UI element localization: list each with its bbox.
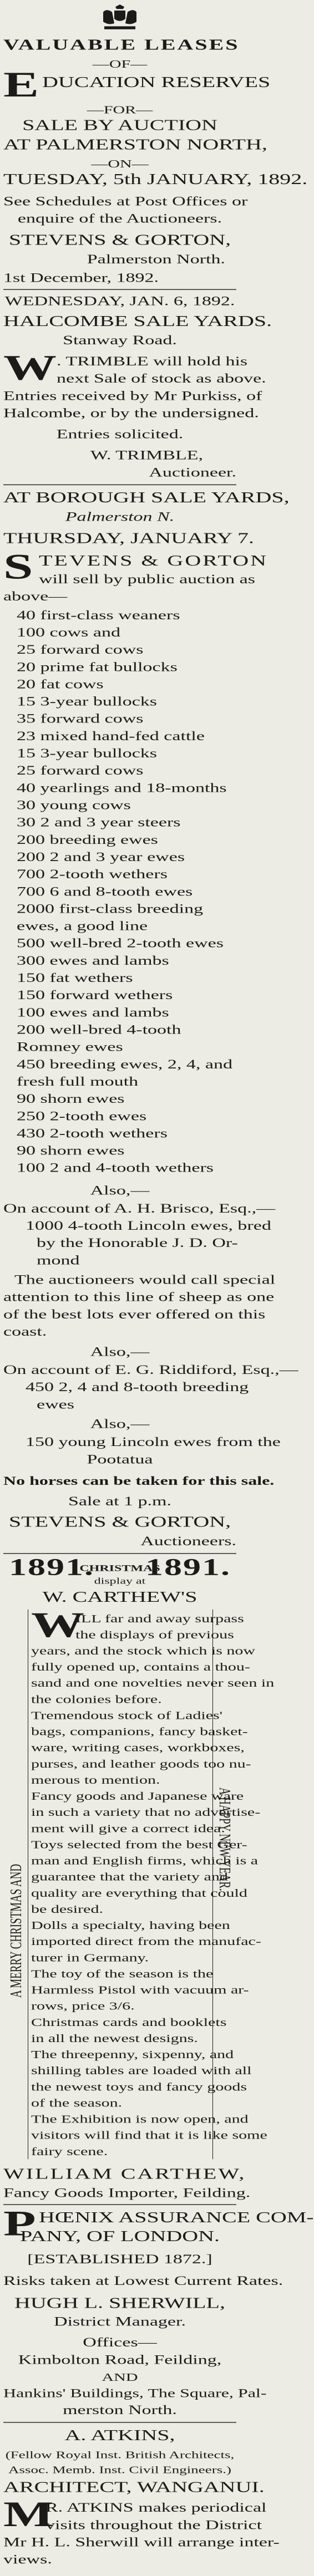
body-line: The threepenny, sixpenny, and — [31, 2048, 234, 2061]
body-line: The auctioneers would call special — [14, 1272, 276, 1287]
ad-title: PANY, OF LONDON. — [19, 2227, 220, 2244]
body-line: ware, writing cases, workboxes, — [31, 1742, 245, 1754]
body-line: Harmless Pistol with vacuum ar- — [31, 1983, 249, 1997]
stock-item: 300 ewes and lambs — [17, 954, 169, 968]
auctioneer-name: STEVENS & GORTON, — [8, 231, 231, 248]
body-line: quality are everything that could — [31, 1887, 247, 1900]
body-line: fairy scene. — [31, 2145, 108, 2158]
drop-cap-e: E — [3, 64, 39, 105]
body-line: in such a variety that no advertise- — [31, 1806, 261, 1819]
notice-line: No horses can be taken for this sale. — [3, 1474, 275, 1488]
stock-item: 20 fat cows — [17, 677, 104, 691]
ad-title: AT BOROUGH SALE YARDS, — [3, 488, 290, 506]
stock-item: 150 forward wethers — [17, 988, 173, 1002]
body-line: coast. — [3, 1325, 47, 1339]
account-line: by the Honorable J. D. Or- — [37, 1236, 238, 1250]
body-line: of the season. — [31, 2096, 123, 2110]
body-line: ILL far and away surpass — [75, 1612, 244, 1625]
body-line: sand and one novelties never seen in — [31, 1677, 275, 1689]
account-line: ewes — [37, 1397, 74, 1412]
body-line: merous to mention. — [31, 1774, 160, 1786]
stock-item: 40 first-class weaners — [17, 608, 180, 623]
body-line: man and English firms, which is a — [31, 1854, 259, 1867]
ad-title: VALUABLE LEASES — [3, 36, 240, 53]
body-line: Fancy goods and Japanese ware — [31, 1790, 244, 1803]
manager-role: District Manager. — [54, 2314, 186, 2329]
body-line: in all the newest designs. — [31, 2032, 198, 2045]
stock-item: 100 cows and — [17, 625, 120, 640]
body-line: the displays of previous — [75, 1628, 234, 1641]
stock-item: 90 shorn ewes — [17, 1092, 125, 1106]
stock-item: 25 forward cows — [17, 763, 144, 778]
body-line: Halcombe, or by the undersigned. — [3, 406, 259, 420]
body-line: The Exhibition is now open, and — [31, 2112, 249, 2126]
signature: W. TRIMBLE, — [90, 448, 203, 462]
address-line: Hankins' Buildings, The Square, Pal- — [3, 2386, 267, 2400]
sale-date: THURSDAY, JANUARY 7. — [3, 529, 254, 547]
schedule-line: See Schedules at Post Offices or — [3, 194, 248, 208]
established-line: [ESTABLISHED 1872.] — [27, 2252, 212, 2267]
body-line: fully opened up, contains a thou- — [31, 1661, 250, 1673]
body-line: years, and the stock which is now — [31, 1645, 256, 1657]
stock-item: 250 2-tooth ewes — [17, 1109, 147, 1123]
connector-word: AND — [102, 2371, 138, 2384]
signature-title: Auctioneer. — [149, 465, 236, 480]
connector-word: —FOR— — [87, 103, 153, 116]
year-left: 1891. — [9, 1553, 94, 1580]
body-line: Mr H. L. Sherwill will arrange inter- — [3, 2535, 280, 2549]
stock-item: 30 young cows — [17, 798, 131, 812]
body-line: Dolls a specialty, having been — [31, 1919, 230, 1932]
auctioneer-name: TEVENS & GORTON — [39, 552, 268, 569]
notice-line: Entries solicited. — [56, 427, 184, 441]
body-line: the colonies before. — [31, 1693, 162, 1706]
also-line: Also,— — [90, 1417, 150, 1432]
body-line: guarantee that the variety and — [31, 1871, 228, 1883]
drop-cap-m: M — [3, 2493, 54, 2534]
also-line: Also,— — [90, 1183, 150, 1198]
stock-item: 100 ewes and lambs — [17, 1005, 169, 1020]
architect-role: ARCHITECT, WANGANUI. — [3, 2478, 265, 2496]
body-line: views. — [3, 2553, 52, 2567]
qualifications: (Fellow Royal Inst. British Architects, — [5, 2449, 235, 2461]
body-line: purses, and leather goods too nu- — [31, 1758, 251, 1770]
body-line: Toys selected from the best Ger- — [31, 1838, 247, 1851]
stock-item: 200 well-bred 4-tooth Romney ewes — [17, 1022, 181, 1055]
stock-item: 700 2-tooth wethers — [17, 867, 168, 882]
sale-date: TUESDAY, 5th JANUARY, 1892. — [3, 170, 308, 187]
account-line: 450 2, 4 and 8-tooth breeding — [26, 1380, 249, 1394]
body-line: visits throughout the District — [45, 2518, 262, 2532]
account-line: On account of E. G. Riddiford, Esq.,— — [3, 1363, 298, 1377]
year-right: 1891. — [145, 1553, 231, 1580]
stock-item: 15 3-year bullocks — [17, 746, 158, 761]
christmas-label: CHRISTMAS — [79, 1564, 160, 1574]
stock-item: 40 yearlings and 18-months — [17, 781, 227, 795]
body-line: Entries received by Mr Purkiss, of — [3, 389, 262, 403]
ad-date: 1st December, 1892. — [3, 271, 159, 286]
ad-subtitle: Palmerston N. — [65, 510, 175, 524]
intro-line: above— — [3, 589, 68, 604]
signature: WILLIAM CARTHEW, — [3, 2165, 246, 2182]
stock-item: 450 breeding ewes, 2, 4, and fresh full mouth — [17, 1057, 233, 1089]
body-line: the newest toys and fancy goods — [31, 2080, 247, 2094]
body-line: shilling tables are loaded with all — [31, 2064, 252, 2077]
body-line: of the best lots ever offered on this — [3, 1307, 266, 1322]
stock-item: 430 2-tooth wethers — [17, 1126, 168, 1141]
body-line: next Sale of stock as above. — [57, 371, 266, 386]
sale-line: SALE BY AUCTION — [22, 116, 217, 134]
connector-word: —OF— — [92, 58, 148, 70]
account-line: On account of A. H. Brisco, Esq.,— — [3, 1202, 276, 1216]
body-line: Christmas cards and booklets — [31, 2016, 227, 2029]
address-line: merston North. — [63, 2403, 177, 2417]
body-line: be desired. — [31, 1903, 103, 1916]
body-line: Tremendous stock of Ladies' — [31, 1709, 223, 1722]
stock-item: 30 2 and 3 year steers — [17, 816, 181, 830]
sale-time: Sale at 1 p.m. — [68, 1494, 172, 1509]
display-label: display at — [94, 1576, 146, 1586]
drop-cap-p: P — [3, 2203, 36, 2243]
auctioneer-location: Palmerston North. — [87, 252, 225, 267]
intro-line: will sell by public auction as — [39, 572, 255, 587]
signature-title: Auctioneers. — [140, 1534, 236, 1549]
body-line: visitors will find that it is like some — [31, 2129, 267, 2142]
royal-crest-icon — [99, 4, 141, 32]
stock-item: 15 3-year bullocks — [17, 694, 158, 709]
ad-title: HŒNIX ASSURANCE COM- — [39, 2208, 314, 2226]
body-line: ment will give a correct idea. — [31, 1822, 225, 1835]
body-line: imported direct from the manufac- — [31, 1935, 261, 1948]
stock-item: 150 fat wethers — [17, 971, 133, 985]
account-line: mond — [37, 1253, 80, 1267]
body-line: turer in Germany. — [31, 1951, 149, 1964]
body-line: rows, price 3/6. — [31, 2000, 135, 2013]
stock-item: 20 prime fat bullocks — [17, 660, 178, 674]
offices-label: Offices— — [83, 2335, 157, 2350]
ad-title: HALCOMBE SALE YARDS. — [3, 312, 272, 329]
body-line: The toy of the season is the — [31, 1967, 214, 1981]
signature: STEVENS & GORTON, — [8, 1513, 231, 1530]
advertisement-column — [3, 0, 314, 2567]
drop-cap-w: W — [3, 347, 57, 388]
drop-cap-s: S — [3, 546, 33, 587]
account-line: 150 young Lincoln ewes from the — [26, 1435, 281, 1449]
architect-name: A. ATKINS, — [64, 2426, 175, 2443]
body-line: . TRIMBLE will hold his — [57, 354, 248, 369]
body-line: attention to this line of sheep as one — [3, 1290, 275, 1305]
schedule-line: enquire of the Auctioneers. — [17, 211, 222, 226]
stock-item: 90 shorn ewes — [17, 1143, 125, 1158]
manager-name: HUGH L. SHERWILL, — [14, 2294, 225, 2312]
sale-date: WEDNESDAY, JAN. 6, 1892. — [4, 294, 235, 309]
account-line: 1000 4-tooth Lincoln ewes, bred — [26, 1219, 271, 1233]
stock-item: 25 forward cows — [17, 643, 144, 657]
drop-cap-w: W — [31, 1604, 84, 1645]
sale-line: AT PALMERSTON NORTH, — [3, 136, 267, 153]
merry-christmas-vertical: A MERRY CHRISTMAS AND — [8, 1864, 25, 1998]
notice-line: Risks taken at Lowest Current Rates. — [3, 2274, 283, 2288]
body-line: bags, companions, fancy basket- — [31, 1725, 248, 1738]
stock-item: 500 well-bred 2-tooth ewes — [17, 936, 224, 951]
also-line: Also,— — [90, 1345, 150, 1360]
stock-item: 35 forward cows — [17, 712, 144, 726]
happy-new-year-vertical: A HAPPY NEW YEAR. — [216, 1787, 233, 1891]
signature-title: Fancy Goods Importer, Feilding. — [3, 2186, 251, 2201]
shop-name: W. CARTHEW'S — [42, 1588, 197, 1606]
ad-headline: DUCATION RESERVES — [42, 73, 271, 91]
stock-item: 700 6 and 8-tooth ewes — [17, 884, 193, 899]
stock-item: 23 mixed hand-fed cattle — [17, 729, 205, 744]
stock-item: 2000 first-class breeding ewes, a good line — [17, 902, 204, 933]
stock-item: 100 2 and 4-tooth wethers — [17, 1161, 214, 1175]
stock-item: 200 2 and 3 year ewes — [17, 850, 185, 864]
qualifications: Assoc. Memb. Inst. Civil Engineers.) — [8, 2464, 231, 2476]
ad-subtitle: Stanway Road. — [63, 333, 177, 348]
body-line: R. ATKINS makes periodical — [45, 2501, 267, 2515]
account-line: Pootatua — [87, 1452, 153, 1467]
stock-item: 200 breeding ewes — [17, 833, 158, 847]
address-line: Kimbolton Road, Feilding, — [18, 2353, 222, 2367]
connector-word: —ON— — [91, 157, 149, 170]
